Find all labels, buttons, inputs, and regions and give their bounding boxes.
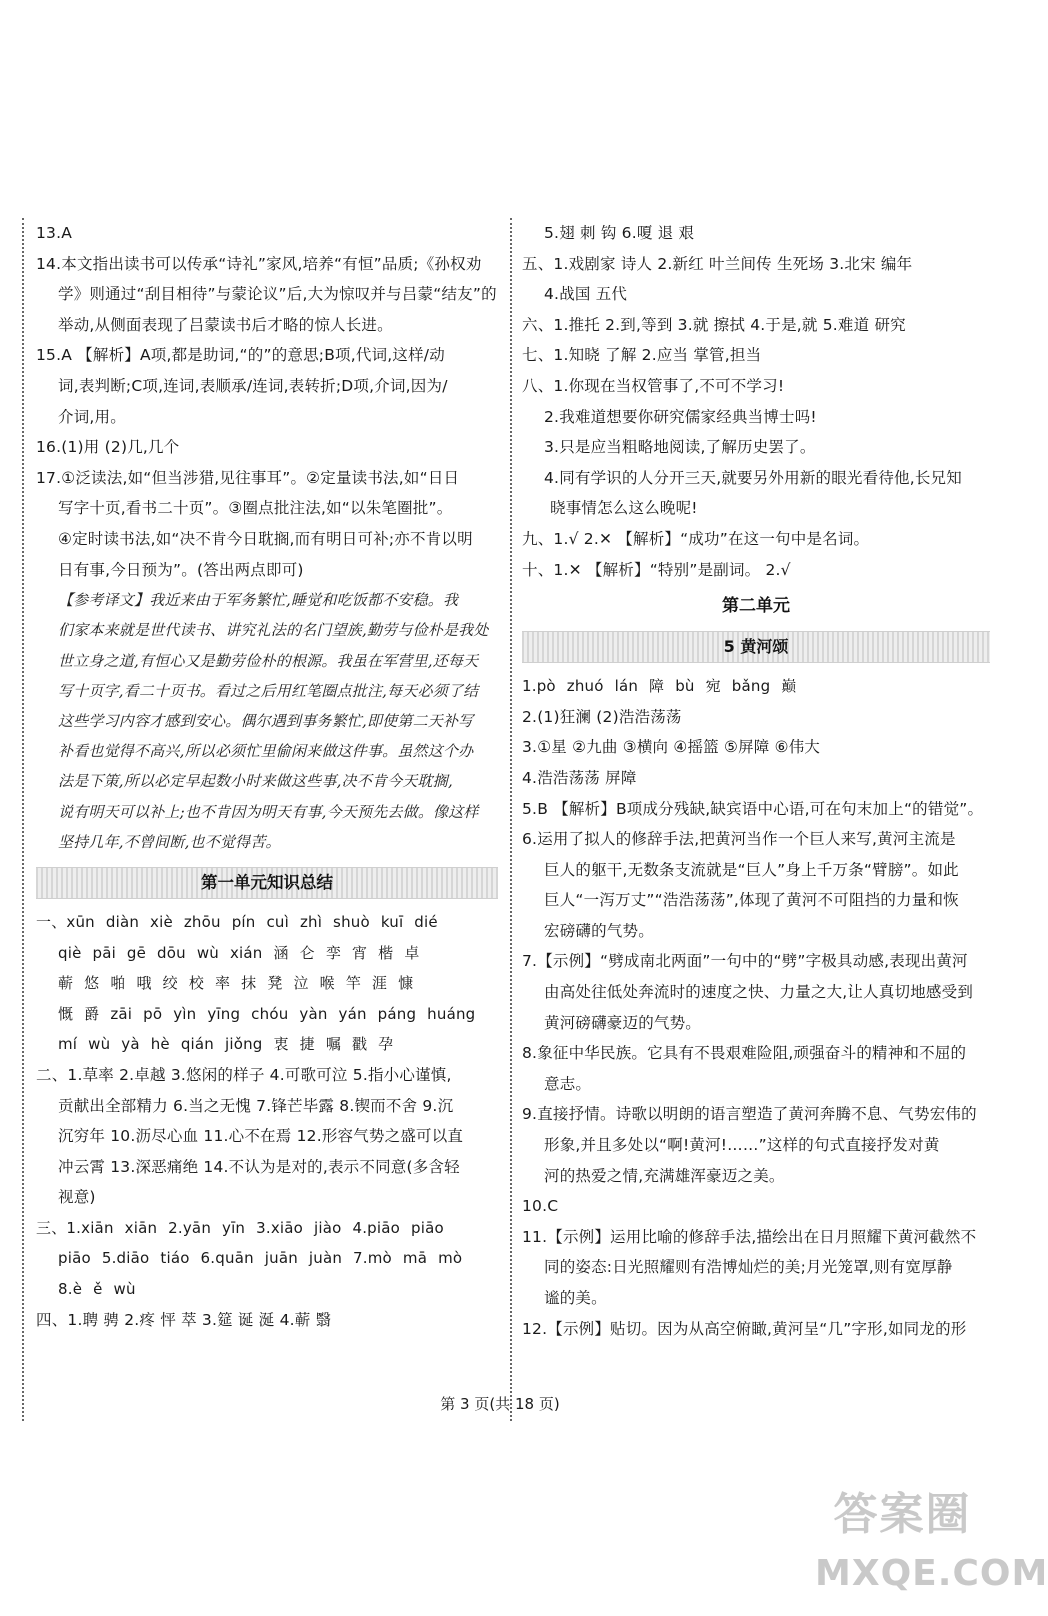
answer-line: 日有事,今日预为”。(答出两点即可) xyxy=(58,560,304,579)
answer-line: 巨人的躯干,无数条支流就是“巨人”身上千万条“臂膀”。如此 xyxy=(544,860,959,879)
answer-line: 9.直接抒情。诗歌以明朗的语言塑造了黄河奔腾不息、气势宏伟的 xyxy=(522,1105,977,1124)
translation-line: 写十页字,看二十页书。看过之后用红笔圈点批注,每天必须了结 xyxy=(58,681,479,700)
answer-line: 举动,从侧面表现了吕蒙读书后才略的惊人长进。 xyxy=(58,315,393,334)
answer-line: 八、1.你现在当权管事了,不可不学习! xyxy=(522,376,785,395)
answer-line: 介词,用。 xyxy=(58,407,126,426)
answer-line: 巨人“一泻万丈”“浩浩荡荡”,体现了黄河不可阻挡的力量和恢 xyxy=(544,891,959,910)
answer-line: 谧的美。 xyxy=(544,1289,607,1307)
unit-heading xyxy=(522,591,990,621)
answer-line: piāo 5.diāo tiáo 6.quān juān juàn 7.mò mā mò xyxy=(58,1249,463,1268)
answer-line: 慨 爵 zāi pō yìn yīng chóu yàn yán páng huáng xyxy=(58,1004,476,1023)
heading-text: 第二单元 xyxy=(722,596,790,617)
translation-line: 坚持几年,不曾间断,也不觉得苦。 xyxy=(58,832,281,851)
translation-line: 世立身之道,有恒心又是勤劳俭朴的根源。我虽在军营里,还每天 xyxy=(58,651,479,670)
answer-line: 河的热爱之情,充满雄浑豪迈之美。 xyxy=(544,1166,785,1185)
answer-line: 意志。 xyxy=(544,1074,592,1093)
translation-line: 这些学习内容才感到安心。偶尔遇到事务繁忙,即使第二天补写 xyxy=(58,711,474,730)
answer-line: 6.运用了拟人的修辞手法,把黄河当作一个巨人来写,黄河主流是 xyxy=(522,830,956,849)
answer-line: 黄河磅礴豪迈的气势。 xyxy=(544,1013,702,1032)
answer-line: 由高处往低处奔流时的速度之快、力量之大,让人真切地感受到 xyxy=(544,983,974,1002)
answer-line: 13.A xyxy=(36,224,73,242)
answer-line: 九、1.√ 2.✕ 【解析】“成功”在这一句中是名词。 xyxy=(522,529,870,548)
answer-line: 11.【示例】运用比喻的修辞手法,描绘出在日月照耀下黄河截然不 xyxy=(522,1227,977,1246)
translation-line: 说有明天可以补上;也不肯因为明天有事,今天预先去做。像这样 xyxy=(58,802,479,821)
answer-line: 七、1.知晓 了解 2.应当 掌管,担当 xyxy=(522,346,762,365)
answer-line: 10.C xyxy=(522,1197,559,1216)
answer-line: ④定时读书法,如“决不肯今日耽搁,而有明日可补;亦不肯以明 xyxy=(58,529,473,548)
answer-line: 8.象征中华民族。它具有不畏艰难险阻,顽强奋斗的精神和不屈的 xyxy=(522,1044,967,1063)
answer-line: 3.只是应当粗略地阅读,了解历史罢了。 xyxy=(544,438,816,457)
section-heading xyxy=(522,631,990,663)
answer-line: 3.①星 ②九曲 ③横向 ④摇篮 ⑤屏障 ⑥伟大 xyxy=(522,738,821,757)
answer-line: 学》则通过“刮目相待”与蒙论议”后,大为惊叹并与吕蒙“结友”的 xyxy=(58,285,497,304)
answer-line: 2.我难道想要你研究儒家经典当博士吗! xyxy=(544,407,817,426)
translation-line: 【参考译文】我近来由于军务繁忙,睡觉和吃饭都不安稳。我 xyxy=(58,591,459,610)
answer-line: 形象,并且多处以“啊!黄河!……”这样的句式直接抒发对黄 xyxy=(544,1136,940,1155)
answer-line: 写字十页,看书二十页”。③圈点批注法,如“以朱笔圈批”。 xyxy=(58,499,453,518)
heading-text: 第一单元知识总结 xyxy=(201,872,333,892)
answer-line: 8.è ě wù xyxy=(58,1280,136,1299)
watermark-title: 答案圈 xyxy=(833,1489,972,1540)
section-heading xyxy=(36,867,498,899)
left-column xyxy=(22,218,498,1421)
heading-text: 5 黄河颂 xyxy=(723,637,789,657)
answer-line: 词,表判断;C项,连词,表顺承/连词,表转折;D项,介词,因为/ xyxy=(58,376,448,395)
answer-line: 4.同有学识的人分开三天,就要另外用新的眼光看待他,长兄知 xyxy=(544,468,962,487)
answer-line: 12.【示例】贴切。因为从高空俯瞰,黄河呈“几”字形,如同龙的形 xyxy=(522,1319,967,1338)
answer-line: 冲云霄 13.深恶痛绝 14.不认为是对的,表示不同意(多含轻 xyxy=(58,1157,460,1176)
answer-line: 14.本文指出读书可以传承“诗礼”家风,培养“有恒”品质;《孙权劝 xyxy=(36,254,482,273)
right-column xyxy=(510,218,990,1421)
answer-line: 15.A 【解析】A项,都是助词,“的”的意思;B项,代词,这样/动 xyxy=(36,346,445,365)
answer-line: 17.①泛读法,如“但当涉猎,见往事耳”。②定量读书法,如“日日 xyxy=(36,468,460,487)
answer-line: 三、1.xiān xiān 2.yān yīn 3.xiāo jiào 4.piāo piāo xyxy=(36,1218,444,1237)
answer-line: 蕲 悠 啪 哦 绞 校 率 抹 凳 泣 喉 竿 涯 慷 xyxy=(58,974,414,993)
page-number: 第 3 页(共 18 页) xyxy=(440,1395,560,1413)
answer-line: 六、1.推托 2.到,等到 3.就 擦拭 4.于是,就 5.难道 研究 xyxy=(522,315,906,334)
answer-line: 晓事情怎么这么晚呢! xyxy=(550,499,698,518)
answer-line: 7.【示例】“劈成南北两面”一句中的“劈”字极具动感,表现出黄河 xyxy=(522,952,968,971)
answer-line: 4.战国 五代 xyxy=(544,285,628,304)
answer-line: 一、xūn diàn xiè zhōu pín cuì zhì shuò kuī dié xyxy=(36,912,438,931)
answer-line: mí wù yà hè qián jiǒng 衷 捷 嘱 戳 孕 xyxy=(58,1035,394,1054)
watermark-logo xyxy=(815,1480,1048,1610)
translation-line: 补看也觉得不高兴,所以必须忙里偷闲来做这件事。虽然这个办 xyxy=(58,742,474,761)
answer-line: 贡献出全部精力 6.当之无愧 7.锋芒毕露 8.锲而不舍 9.沉 xyxy=(58,1096,454,1115)
answer-line: 四、1.聘 骋 2.疼 怦 萃 3.筵 诞 涎 4.蕲 翳 xyxy=(36,1310,332,1329)
answer-line: 5.B 【解析】B项成分残缺,缺宾语中心语,可在句末加上“的错觉”。 xyxy=(522,799,984,818)
watermark-url: MXQE.COM xyxy=(815,1553,1048,1594)
answer-line: 同的姿态:日光照耀则有浩博灿烂的美;月光笼罩,则有宽厚静 xyxy=(544,1258,953,1277)
answer-line: 5.翅 刺 钩 6.嗄 退 艰 xyxy=(544,224,695,242)
answer-line: 4.浩浩荡荡 屏障 xyxy=(522,768,637,787)
answer-line: 二、1.草率 2.卓越 3.悠闲的样子 4.可歌可泣 5.指小心谨慎, xyxy=(36,1065,452,1084)
answer-line: 2.(1)狂澜 (2)浩浩荡荡 xyxy=(522,707,682,726)
answer-line: 宏磅礴的气势。 xyxy=(544,921,654,940)
translation-line: 法是下策,所以必定早起数小时来做这些事,决不肯今天耽搁, xyxy=(58,772,453,791)
answer-line: 五、1.戏剧家 诗人 2.新红 叶兰间传 生死场 3.北宋 编年 xyxy=(522,254,913,273)
answer-line: qiè pāi gē dōu wù xián 涵 仑 孪 宵 楷 卓 xyxy=(58,943,420,962)
answer-line: 沉穷年 10.沥尽心血 11.心不在焉 12.形容气势之盛可以直 xyxy=(58,1127,464,1146)
answer-line: 十、1.✕ 【解析】“特别”是副词。 2.√ xyxy=(522,560,791,579)
answer-line: 16.(1)用 (2)几,几个 xyxy=(36,438,180,457)
answer-line: 1.pò zhuó lán 障 bù 宛 bǎng 巅 xyxy=(522,677,797,696)
answer-line: 视意) xyxy=(58,1188,96,1207)
translation-line: 们家本来就是世代读书、讲究礼法的名门望族,勤劳与俭朴是我处 xyxy=(58,621,489,640)
